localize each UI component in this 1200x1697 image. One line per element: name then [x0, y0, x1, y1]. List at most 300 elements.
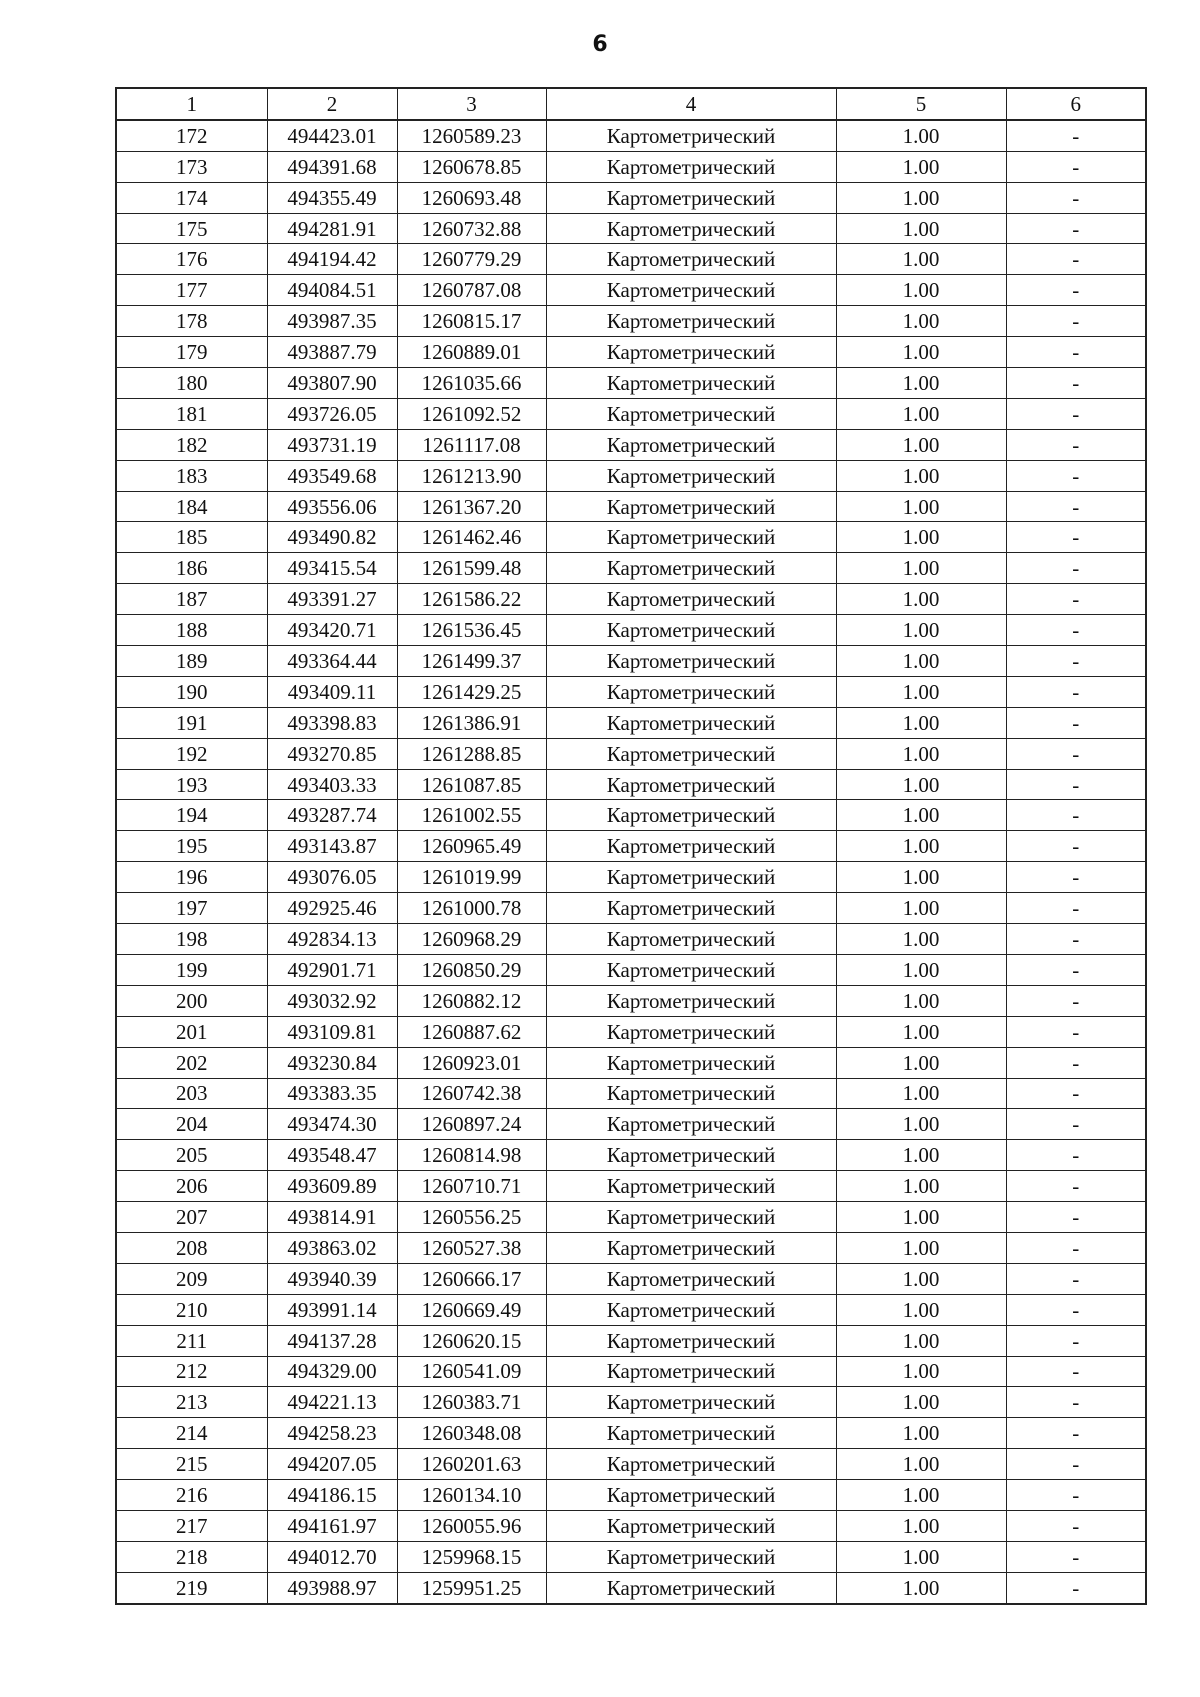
- method-cell: Картометрический: [546, 800, 836, 831]
- method-cell: Картометрический: [546, 1047, 836, 1078]
- y-coordinate-cell: 1261429.25: [397, 676, 546, 707]
- point-number-cell: 210: [116, 1294, 267, 1325]
- method-cell: Картометрический: [546, 491, 836, 522]
- accuracy-cell: 1.00: [836, 306, 1006, 337]
- accuracy-cell: 1.00: [836, 368, 1006, 399]
- method-cell: Картометрический: [546, 1572, 836, 1603]
- accuracy-cell: 1.00: [836, 1047, 1006, 1078]
- method-cell: Картометрический: [546, 1171, 836, 1202]
- point-number-cell: 208: [116, 1232, 267, 1263]
- point-number-cell: 190: [116, 676, 267, 707]
- accuracy-cell: 1.00: [836, 1202, 1006, 1233]
- description-cell: -: [1006, 1572, 1146, 1603]
- accuracy-cell: 1.00: [836, 1541, 1006, 1572]
- point-number-cell: 218: [116, 1541, 267, 1572]
- x-coordinate-cell: 493549.68: [267, 460, 397, 491]
- point-number-cell: 204: [116, 1109, 267, 1140]
- table-row: [116, 615, 1146, 646]
- point-number-cell: 215: [116, 1449, 267, 1480]
- table-row: [116, 306, 1146, 337]
- table-row: [116, 862, 1146, 893]
- table-row: [116, 1109, 1146, 1140]
- accuracy-cell: 1.00: [836, 1418, 1006, 1449]
- accuracy-cell: 1.00: [836, 491, 1006, 522]
- method-cell: Картометрический: [546, 1109, 836, 1140]
- table-row: [116, 1294, 1146, 1325]
- point-number-cell: 216: [116, 1480, 267, 1511]
- method-cell: Картометрический: [546, 1480, 836, 1511]
- y-coordinate-cell: 1260779.29: [397, 244, 546, 275]
- header-cell: 3: [397, 88, 546, 120]
- y-coordinate-cell: 1260887.62: [397, 1016, 546, 1047]
- accuracy-cell: 1.00: [836, 553, 1006, 584]
- x-coordinate-cell: 493403.33: [267, 769, 397, 800]
- accuracy-cell: 1.00: [836, 213, 1006, 244]
- description-cell: -: [1006, 1047, 1146, 1078]
- y-coordinate-cell: 1260732.88: [397, 213, 546, 244]
- x-coordinate-cell: 494281.91: [267, 213, 397, 244]
- accuracy-cell: 1.00: [836, 1078, 1006, 1109]
- y-coordinate-cell: 1261035.66: [397, 368, 546, 399]
- x-coordinate-cell: 494391.68: [267, 151, 397, 182]
- description-cell: -: [1006, 1356, 1146, 1387]
- y-coordinate-cell: 1260889.01: [397, 337, 546, 368]
- point-number-cell: 186: [116, 553, 267, 584]
- method-cell: Картометрический: [546, 862, 836, 893]
- table-row: [116, 151, 1146, 182]
- accuracy-cell: 1.00: [836, 646, 1006, 677]
- point-number-cell: 200: [116, 985, 267, 1016]
- x-coordinate-cell: 493287.74: [267, 800, 397, 831]
- x-coordinate-cell: 493391.27: [267, 584, 397, 615]
- description-cell: -: [1006, 707, 1146, 738]
- method-cell: Картометрический: [546, 1263, 836, 1294]
- coordinates-table: [115, 87, 1147, 1605]
- point-number-cell: 205: [116, 1140, 267, 1171]
- table-row: [116, 1572, 1146, 1603]
- y-coordinate-cell: 1260965.49: [397, 831, 546, 862]
- y-coordinate-cell: 1261117.08: [397, 429, 546, 460]
- description-cell: -: [1006, 151, 1146, 182]
- x-coordinate-cell: 493415.54: [267, 553, 397, 584]
- table-row: [116, 646, 1146, 677]
- y-coordinate-cell: 1261536.45: [397, 615, 546, 646]
- description-cell: -: [1006, 1263, 1146, 1294]
- x-coordinate-cell: 493991.14: [267, 1294, 397, 1325]
- description-cell: -: [1006, 213, 1146, 244]
- table-row: [116, 522, 1146, 553]
- description-cell: -: [1006, 584, 1146, 615]
- method-cell: Картометрический: [546, 769, 836, 800]
- y-coordinate-cell: 1260556.25: [397, 1202, 546, 1233]
- point-number-cell: 199: [116, 954, 267, 985]
- x-coordinate-cell: 493143.87: [267, 831, 397, 862]
- table-row: [116, 1016, 1146, 1047]
- x-coordinate-cell: 492925.46: [267, 893, 397, 924]
- method-cell: Картометрический: [546, 1325, 836, 1356]
- point-number-cell: 191: [116, 707, 267, 738]
- description-cell: -: [1006, 646, 1146, 677]
- method-cell: Картометрический: [546, 275, 836, 306]
- x-coordinate-cell: 493383.35: [267, 1078, 397, 1109]
- point-number-cell: 174: [116, 182, 267, 213]
- table-row: [116, 120, 1146, 151]
- y-coordinate-cell: 1260669.49: [397, 1294, 546, 1325]
- header-row: [116, 88, 1146, 120]
- table-row: [116, 769, 1146, 800]
- table-row: [116, 368, 1146, 399]
- accuracy-cell: 1.00: [836, 1263, 1006, 1294]
- point-number-cell: 206: [116, 1171, 267, 1202]
- x-coordinate-cell: 493032.92: [267, 985, 397, 1016]
- method-cell: Картометрический: [546, 151, 836, 182]
- description-cell: -: [1006, 244, 1146, 275]
- table-row: [116, 1078, 1146, 1109]
- point-number-cell: 195: [116, 831, 267, 862]
- accuracy-cell: 1.00: [836, 151, 1006, 182]
- point-number-cell: 181: [116, 398, 267, 429]
- accuracy-cell: 1.00: [836, 831, 1006, 862]
- y-coordinate-cell: 1261087.85: [397, 769, 546, 800]
- description-cell: -: [1006, 954, 1146, 985]
- method-cell: Картометрический: [546, 676, 836, 707]
- point-number-cell: 179: [116, 337, 267, 368]
- table-row: [116, 429, 1146, 460]
- table-row: [116, 398, 1146, 429]
- table-row: [116, 893, 1146, 924]
- x-coordinate-cell: 494194.42: [267, 244, 397, 275]
- table-row: [116, 1263, 1146, 1294]
- y-coordinate-cell: 1260923.01: [397, 1047, 546, 1078]
- y-coordinate-cell: 1260589.23: [397, 120, 546, 151]
- point-number-cell: 173: [116, 151, 267, 182]
- accuracy-cell: 1.00: [836, 738, 1006, 769]
- table-row: [116, 244, 1146, 275]
- point-number-cell: 172: [116, 120, 267, 151]
- x-coordinate-cell: 494137.28: [267, 1325, 397, 1356]
- description-cell: -: [1006, 368, 1146, 399]
- y-coordinate-cell: 1261499.37: [397, 646, 546, 677]
- y-coordinate-cell: 1260787.08: [397, 275, 546, 306]
- x-coordinate-cell: 493731.19: [267, 429, 397, 460]
- x-coordinate-cell: 494221.13: [267, 1387, 397, 1418]
- table-row: [116, 553, 1146, 584]
- table-row: [116, 337, 1146, 368]
- method-cell: Картометрический: [546, 522, 836, 553]
- x-coordinate-cell: 493940.39: [267, 1263, 397, 1294]
- x-coordinate-cell: 494329.00: [267, 1356, 397, 1387]
- point-number-cell: 219: [116, 1572, 267, 1603]
- page-number: 6: [592, 32, 608, 57]
- table-row: [116, 924, 1146, 955]
- method-cell: Картометрический: [546, 1418, 836, 1449]
- accuracy-cell: 1.00: [836, 1572, 1006, 1603]
- table-row: [116, 954, 1146, 985]
- table-row: [116, 1418, 1146, 1449]
- point-number-cell: 192: [116, 738, 267, 769]
- point-number-cell: 209: [116, 1263, 267, 1294]
- header-cell: 6: [1006, 88, 1146, 120]
- table-row: [116, 676, 1146, 707]
- table-row: [116, 1171, 1146, 1202]
- y-coordinate-cell: 1260541.09: [397, 1356, 546, 1387]
- x-coordinate-cell: 494012.70: [267, 1541, 397, 1572]
- description-cell: -: [1006, 1232, 1146, 1263]
- x-coordinate-cell: 494084.51: [267, 275, 397, 306]
- method-cell: Картометрический: [546, 1510, 836, 1541]
- x-coordinate-cell: 493474.30: [267, 1109, 397, 1140]
- y-coordinate-cell: 1260201.63: [397, 1449, 546, 1480]
- method-cell: Картометрический: [546, 1078, 836, 1109]
- method-cell: Картометрический: [546, 1387, 836, 1418]
- accuracy-cell: 1.00: [836, 924, 1006, 955]
- description-cell: -: [1006, 676, 1146, 707]
- table-row: [116, 1541, 1146, 1572]
- point-number-cell: 189: [116, 646, 267, 677]
- description-cell: -: [1006, 924, 1146, 955]
- point-number-cell: 207: [116, 1202, 267, 1233]
- accuracy-cell: 1.00: [836, 337, 1006, 368]
- x-coordinate-cell: 493548.47: [267, 1140, 397, 1171]
- description-cell: -: [1006, 182, 1146, 213]
- point-number-cell: 201: [116, 1016, 267, 1047]
- method-cell: Картометрический: [546, 1232, 836, 1263]
- method-cell: Картометрический: [546, 1016, 836, 1047]
- table-row: [116, 1140, 1146, 1171]
- point-number-cell: 180: [116, 368, 267, 399]
- accuracy-cell: 1.00: [836, 800, 1006, 831]
- y-coordinate-cell: 1260693.48: [397, 182, 546, 213]
- accuracy-cell: 1.00: [836, 398, 1006, 429]
- y-coordinate-cell: 1261367.20: [397, 491, 546, 522]
- method-cell: Картометрический: [546, 738, 836, 769]
- method-cell: Картометрический: [546, 831, 836, 862]
- method-cell: Картометрический: [546, 1294, 836, 1325]
- y-coordinate-cell: 1261092.52: [397, 398, 546, 429]
- point-number-cell: 213: [116, 1387, 267, 1418]
- description-cell: -: [1006, 1449, 1146, 1480]
- x-coordinate-cell: 493490.82: [267, 522, 397, 553]
- description-cell: -: [1006, 398, 1146, 429]
- accuracy-cell: 1.00: [836, 120, 1006, 151]
- accuracy-cell: 1.00: [836, 1387, 1006, 1418]
- header-cell: 2: [267, 88, 397, 120]
- table-row: [116, 831, 1146, 862]
- description-cell: -: [1006, 800, 1146, 831]
- y-coordinate-cell: 1261586.22: [397, 584, 546, 615]
- table-row: [116, 1510, 1146, 1541]
- y-coordinate-cell: 1260814.98: [397, 1140, 546, 1171]
- description-cell: -: [1006, 862, 1146, 893]
- method-cell: Картометрический: [546, 1140, 836, 1171]
- header-cell: 5: [836, 88, 1006, 120]
- table-row: [116, 275, 1146, 306]
- y-coordinate-cell: 1260055.96: [397, 1510, 546, 1541]
- accuracy-cell: 1.00: [836, 1325, 1006, 1356]
- description-cell: -: [1006, 769, 1146, 800]
- y-coordinate-cell: 1261002.55: [397, 800, 546, 831]
- table-body: [116, 120, 1146, 1604]
- point-number-cell: 196: [116, 862, 267, 893]
- description-cell: -: [1006, 1202, 1146, 1233]
- accuracy-cell: 1.00: [836, 707, 1006, 738]
- table-row: [116, 1480, 1146, 1511]
- method-cell: Картометрический: [546, 1541, 836, 1572]
- y-coordinate-cell: 1261599.48: [397, 553, 546, 584]
- y-coordinate-cell: 1260710.71: [397, 1171, 546, 1202]
- y-coordinate-cell: 1260968.29: [397, 924, 546, 955]
- x-coordinate-cell: 493398.83: [267, 707, 397, 738]
- point-number-cell: 203: [116, 1078, 267, 1109]
- table-row: [116, 1387, 1146, 1418]
- point-number-cell: 188: [116, 615, 267, 646]
- accuracy-cell: 1.00: [836, 954, 1006, 985]
- x-coordinate-cell: 493270.85: [267, 738, 397, 769]
- method-cell: Картометрический: [546, 368, 836, 399]
- point-number-cell: 178: [116, 306, 267, 337]
- description-cell: -: [1006, 1294, 1146, 1325]
- table-row: [116, 1232, 1146, 1263]
- table-row: [116, 213, 1146, 244]
- accuracy-cell: 1.00: [836, 1109, 1006, 1140]
- method-cell: Картометрический: [546, 1202, 836, 1233]
- x-coordinate-cell: 492834.13: [267, 924, 397, 955]
- table-row: [116, 491, 1146, 522]
- accuracy-cell: 1.00: [836, 862, 1006, 893]
- method-cell: Картометрический: [546, 213, 836, 244]
- x-coordinate-cell: 493364.44: [267, 646, 397, 677]
- point-number-cell: 185: [116, 522, 267, 553]
- description-cell: -: [1006, 738, 1146, 769]
- description-cell: -: [1006, 1480, 1146, 1511]
- accuracy-cell: 1.00: [836, 893, 1006, 924]
- point-number-cell: 175: [116, 213, 267, 244]
- y-coordinate-cell: 1261019.99: [397, 862, 546, 893]
- description-cell: -: [1006, 522, 1146, 553]
- x-coordinate-cell: 493887.79: [267, 337, 397, 368]
- description-cell: -: [1006, 1325, 1146, 1356]
- accuracy-cell: 1.00: [836, 1356, 1006, 1387]
- point-number-cell: 182: [116, 429, 267, 460]
- point-number-cell: 193: [116, 769, 267, 800]
- point-number-cell: 214: [116, 1418, 267, 1449]
- point-number-cell: 217: [116, 1510, 267, 1541]
- description-cell: -: [1006, 1140, 1146, 1171]
- table-header: [116, 88, 1146, 120]
- x-coordinate-cell: 493726.05: [267, 398, 397, 429]
- y-coordinate-cell: 1260742.38: [397, 1078, 546, 1109]
- x-coordinate-cell: 493987.35: [267, 306, 397, 337]
- method-cell: Картометрический: [546, 646, 836, 677]
- description-cell: -: [1006, 1387, 1146, 1418]
- method-cell: Картометрический: [546, 244, 836, 275]
- y-coordinate-cell: 1259951.25: [397, 1572, 546, 1603]
- description-cell: -: [1006, 615, 1146, 646]
- x-coordinate-cell: 493230.84: [267, 1047, 397, 1078]
- x-coordinate-cell: 493420.71: [267, 615, 397, 646]
- table-row: [116, 1047, 1146, 1078]
- x-coordinate-cell: 493807.90: [267, 368, 397, 399]
- point-number-cell: 198: [116, 924, 267, 955]
- table-row: [116, 985, 1146, 1016]
- description-cell: -: [1006, 1171, 1146, 1202]
- accuracy-cell: 1.00: [836, 1140, 1006, 1171]
- accuracy-cell: 1.00: [836, 1294, 1006, 1325]
- method-cell: Картометрический: [546, 306, 836, 337]
- x-coordinate-cell: 493109.81: [267, 1016, 397, 1047]
- y-coordinate-cell: 1260897.24: [397, 1109, 546, 1140]
- x-coordinate-cell: 492901.71: [267, 954, 397, 985]
- y-coordinate-cell: 1260348.08: [397, 1418, 546, 1449]
- y-coordinate-cell: 1260666.17: [397, 1263, 546, 1294]
- point-number-cell: 211: [116, 1325, 267, 1356]
- description-cell: -: [1006, 1109, 1146, 1140]
- accuracy-cell: 1.00: [836, 275, 1006, 306]
- table-row: [116, 1356, 1146, 1387]
- description-cell: -: [1006, 1541, 1146, 1572]
- method-cell: Картометрический: [546, 707, 836, 738]
- point-number-cell: 184: [116, 491, 267, 522]
- y-coordinate-cell: 1260383.71: [397, 1387, 546, 1418]
- method-cell: Картометрический: [546, 182, 836, 213]
- description-cell: -: [1006, 553, 1146, 584]
- point-number-cell: 212: [116, 1356, 267, 1387]
- y-coordinate-cell: 1261288.85: [397, 738, 546, 769]
- y-coordinate-cell: 1260850.29: [397, 954, 546, 985]
- y-coordinate-cell: 1261213.90: [397, 460, 546, 491]
- point-number-cell: 202: [116, 1047, 267, 1078]
- table-row: [116, 707, 1146, 738]
- method-cell: Картометрический: [546, 615, 836, 646]
- description-cell: -: [1006, 306, 1146, 337]
- x-coordinate-cell: 494161.97: [267, 1510, 397, 1541]
- x-coordinate-cell: 493409.11: [267, 676, 397, 707]
- description-cell: -: [1006, 429, 1146, 460]
- method-cell: Картометрический: [546, 1449, 836, 1480]
- y-coordinate-cell: 1260527.38: [397, 1232, 546, 1263]
- description-cell: -: [1006, 337, 1146, 368]
- x-coordinate-cell: 494186.15: [267, 1480, 397, 1511]
- accuracy-cell: 1.00: [836, 429, 1006, 460]
- y-coordinate-cell: 1261000.78: [397, 893, 546, 924]
- x-coordinate-cell: 494423.01: [267, 120, 397, 151]
- accuracy-cell: 1.00: [836, 584, 1006, 615]
- y-coordinate-cell: 1259968.15: [397, 1541, 546, 1572]
- method-cell: Картометрический: [546, 398, 836, 429]
- description-cell: -: [1006, 1016, 1146, 1047]
- description-cell: -: [1006, 460, 1146, 491]
- point-number-cell: 177: [116, 275, 267, 306]
- table-row: [116, 1449, 1146, 1480]
- table-row: [116, 182, 1146, 213]
- accuracy-cell: 1.00: [836, 244, 1006, 275]
- x-coordinate-cell: 493814.91: [267, 1202, 397, 1233]
- accuracy-cell: 1.00: [836, 522, 1006, 553]
- y-coordinate-cell: 1260134.10: [397, 1480, 546, 1511]
- method-cell: Картометрический: [546, 954, 836, 985]
- description-cell: -: [1006, 893, 1146, 924]
- y-coordinate-cell: 1260882.12: [397, 985, 546, 1016]
- description-cell: -: [1006, 491, 1146, 522]
- y-coordinate-cell: 1261386.91: [397, 707, 546, 738]
- method-cell: Картометрический: [546, 460, 836, 491]
- x-coordinate-cell: 493863.02: [267, 1232, 397, 1263]
- table-row: [116, 800, 1146, 831]
- header-cell: 1: [116, 88, 267, 120]
- accuracy-cell: 1.00: [836, 1171, 1006, 1202]
- accuracy-cell: 1.00: [836, 1016, 1006, 1047]
- x-coordinate-cell: 493609.89: [267, 1171, 397, 1202]
